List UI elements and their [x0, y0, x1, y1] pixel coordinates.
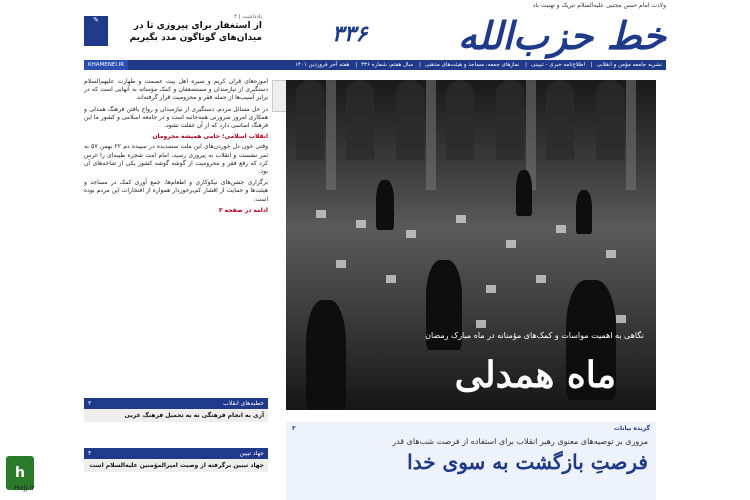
arch-shape: [296, 80, 324, 160]
article-text: [84, 78, 268, 392]
right-margin: [672, 0, 750, 500]
arch-shape: [396, 80, 424, 160]
pillar-shape: [326, 80, 336, 190]
package-shape: [406, 230, 416, 238]
person-silhouette: [306, 300, 346, 410]
package-shape: [536, 275, 546, 283]
person-silhouette: [576, 190, 592, 234]
page-number: ۳: [88, 400, 92, 407]
arch-shape: [546, 80, 574, 160]
package-shape: [336, 260, 346, 268]
info-item: اطلاع‌نامه خبری - تبیینی: [531, 62, 585, 68]
arch-shape: [446, 80, 474, 160]
photo-caption: نگاهی به اهمیت مواسات و کمک‌های مؤمنانه در ماه مبارک رمضان: [425, 331, 644, 340]
package-shape: [506, 240, 516, 248]
section-box-title: جهاد تبیین: [239, 450, 264, 457]
section-box-header: [84, 398, 268, 409]
issue-number: ۳۳۶: [332, 22, 368, 47]
package-shape: [606, 250, 616, 258]
package-shape: [316, 210, 326, 218]
section-box-header: [84, 448, 268, 459]
section-box-text: جهاد تبیین برگرفته از وصیت امیرالمؤمنین علیه‌السلام است: [84, 459, 268, 472]
feature-box-header: [286, 422, 656, 435]
note-badge-icon: ✎: [84, 16, 108, 46]
feature-box[interactable]: [286, 422, 656, 500]
info-item: نشریه جامعه مؤمن و انقلابی: [596, 62, 662, 68]
continue-link[interactable]: ادامه در صفحه ۳: [218, 206, 268, 214]
info-bar: نشریه جامعه مؤمن و انقلابی| اطلاع‌نامه خبری - تبیینی| نمازهای جمعه، مساجد و هیئت‌های مذهبی| سال هفتم، شماره ۳۳۶| هفته آخر فروردین ۱۴۰۱: [84, 60, 666, 70]
section-box-jahad[interactable]: [84, 448, 268, 472]
page-number: ۴: [88, 450, 92, 457]
pillar-shape: [426, 80, 436, 190]
package-shape: [356, 220, 366, 228]
info-item: هفته آخر فروردین ۱۴۰۱: [294, 62, 350, 68]
package-shape: [456, 215, 466, 223]
section-box-khutbeh[interactable]: [84, 398, 268, 422]
arch-shape: [496, 80, 524, 160]
top-line: ولادت امام حسن مجتبی علیه‌السلام تبریک و تهنیت باد: [532, 2, 666, 9]
site-link[interactable]: KHAMENEI.IR: [84, 60, 128, 70]
arch-shape: [346, 80, 374, 160]
cover-photo: [286, 80, 656, 410]
newspaper-page: [78, 0, 672, 500]
info-item: نمازهای جمعه، مساجد و هیئت‌های مذهبی: [424, 62, 520, 68]
section-box-text: آری به انجام فرهنگی نه به تحمیل فرهنگ غربی: [84, 409, 268, 422]
headline-kicker: یادداشت | ۲: [234, 14, 262, 20]
package-shape: [486, 285, 496, 293]
feature-subtitle: مروری بر توصیه‌های معنوی رهبر انقلاب برای استفاده از فرصت شب‌های قدر: [392, 437, 648, 446]
package-shape: [476, 320, 486, 328]
section-box-title: خطبه‌های انقلاب: [223, 400, 264, 407]
watermark-text: Hajj.ir: [14, 484, 35, 492]
hajj-logo-icon: h: [6, 456, 34, 490]
arch-shape: [596, 80, 624, 160]
section-title: انقلاب اسلامی؛ حامی همیشه محرومان: [152, 133, 268, 141]
paragraph: در حل مسائل مردم، دستگیری از نیازمندان و رواج یافتن فرهنگ همدلی و همکاری امروز ضرورتی همه‌جانبه است و در جامعه اسلامی و کشور ما این فرهنگ اساسی دارد که از آن غفلت نشود.: [84, 105, 268, 130]
headline-title: از استغفار برای پیروزی تا در میدان‌های گوناگون مدد بگیریم: [129, 21, 262, 43]
paragraph: وقتی خون دل خوردن‌های این ملت ستمدیده در سپیده دم ۲۲ بهمن ۵۷ به ثمر نشست و انقلاب به پیروزی رسید، امام امت شجره طیبه‌ای را غرس کرد که رفع فقر و محرومیت از گوشه گوشه کشور یکی از شاخه‌های آن بود.: [84, 143, 268, 176]
feature-title: فرصتِ بازگشت به سوی خدا: [407, 450, 648, 474]
package-shape: [616, 315, 626, 323]
masthead: [326, 12, 666, 62]
headline-left[interactable]: [112, 14, 262, 44]
paragraph: برگزاری جشن‌های نیکوکاری و اطعام‌ها، جمع آوری کمک در مساجد و هیئت‌ها و حمایت از اقشار کم‌برخوردار همواره از افتخارات این مردم بوده است.: [84, 179, 268, 203]
left-margin: [0, 0, 78, 500]
person-silhouette: [516, 170, 532, 216]
package-shape: [556, 225, 566, 233]
page-number: ۳: [292, 425, 296, 432]
photo-title: ماه همدلی: [454, 354, 616, 396]
masthead-logo: خط حزب‌الله: [457, 13, 666, 58]
feature-box-title: گزیده بیانات: [613, 425, 650, 432]
paragraph: آموزه‌های قرآن کریم و سیره اهل بیت عصمت و طهارت علیهم‌السلام دستگیری از نیازمندان و مستضعفان و کمک مؤمنانه به آنهایی است که در برابر آسیب‌ها از جمله فقر و محرومیت قرار گرفته‌اند.: [84, 78, 268, 102]
pillar-shape: [626, 80, 636, 190]
person-silhouette: [376, 180, 394, 230]
package-shape: [386, 275, 396, 283]
info-item: سال هفتم، شماره ۳۳۶: [361, 62, 414, 68]
